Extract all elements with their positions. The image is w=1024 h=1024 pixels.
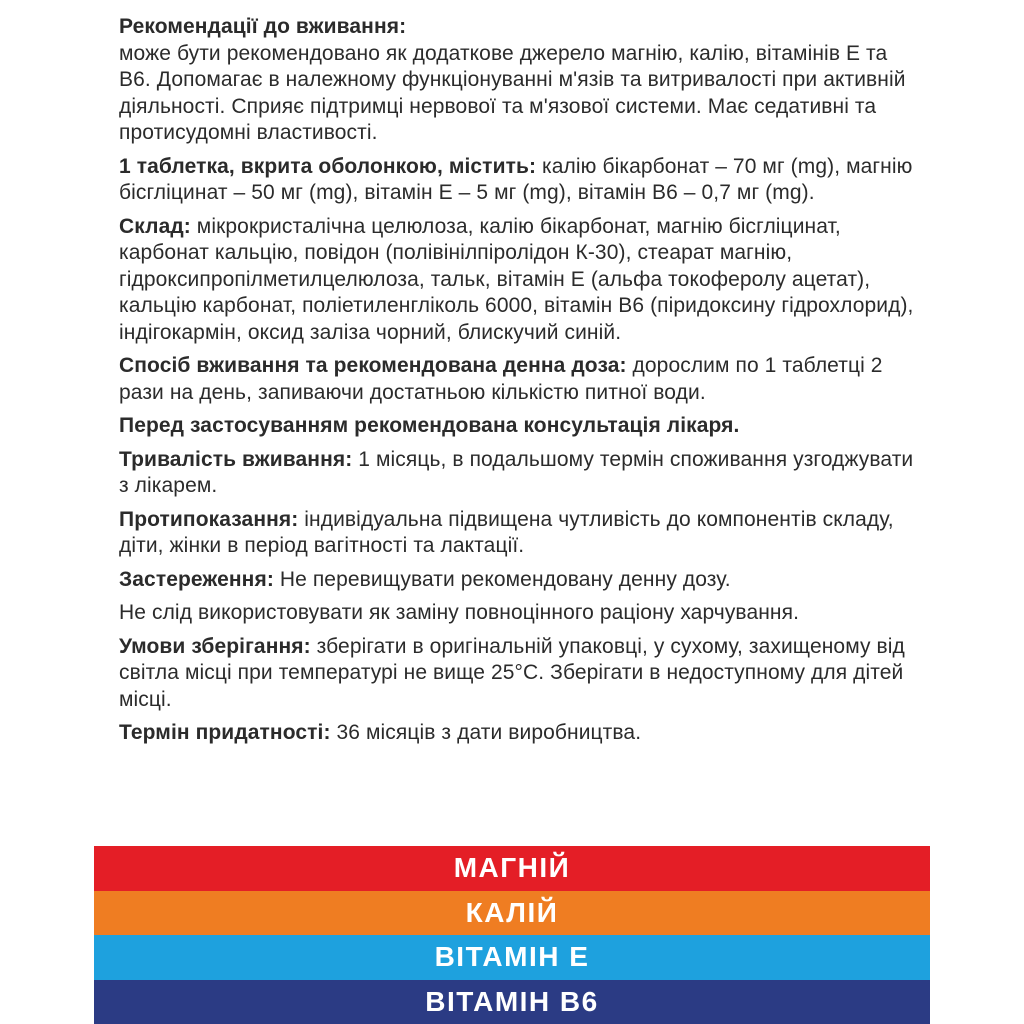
- instructions-text: [119, 14, 919, 754]
- band-label: ВІТАМІН Е: [434, 941, 590, 973]
- paragraph-text: калію бікарбонат – 70 мг (mg), магнію бісгліцинат – 50 мг (mg), вітамін Е – 5 мг (mg), вітамін В6 – 0,7 мг (mg).: [119, 154, 913, 204]
- paragraph-label: Тривалість вживання:: [119, 447, 353, 471]
- paragraph-text: індивідуальна підвищена чутливість до компонентів складу, діти, жінки в період вагітності та лактації.: [119, 507, 894, 557]
- paragraph-shelf-life: [119, 720, 919, 747]
- paragraph-text: Не перевищувати рекомендовану денну дозу.: [273, 567, 731, 591]
- paragraph-label: Склад:: [119, 214, 191, 238]
- paragraph-label: 1 таблетка, вкрита оболонкою, містить:: [119, 154, 537, 178]
- band-label: МАГНІЙ: [453, 852, 571, 884]
- paragraph-text: дорослим по 1 таблетці 2 рази на день, запиваючи достатньою кількістю питної води.: [119, 354, 883, 404]
- paragraph-label: Рекомендації до вживання:: [119, 15, 407, 38]
- paragraph-dosage: [119, 353, 919, 406]
- band-label: КАЛІЙ: [465, 896, 559, 928]
- paragraph-text: 1 місяць, в подальшому термін споживання узгоджувати з лікарем.: [119, 447, 914, 497]
- paragraph-warnings: [119, 567, 919, 594]
- paragraph-ingredients: [119, 214, 919, 347]
- band-vitamin-b6: [94, 980, 930, 1024]
- paragraph-not-substitute: [119, 600, 919, 627]
- ingredient-bands: [94, 846, 930, 1024]
- band-vitamin-e: [94, 935, 930, 980]
- paragraph-duration: [119, 447, 919, 500]
- paragraph-label: Перед застосуванням рекомендована консультація лікаря.: [119, 414, 740, 437]
- paragraph-label: Спосіб вживання та рекомендована денна доза:: [119, 354, 627, 377]
- paragraph-label: Умови зберігання:: [119, 634, 311, 658]
- paragraph-text: мікрокристалічна целюлоза, калію бікарбонат, магнію бісгліцинат, карбонат кальцію, повідон (полівінілпіролідон К-30), стеарат магнію, гідроксипропілметилцелюлоза, тальк, вітамін Е (альфа токоферолу ацетат), кальцію карбонат, поліетиленгліколь 6000, вітамін В6 (піридоксину гідрохлорид), індігокармін, оксид заліза чорний, блискучий синій.: [119, 214, 914, 344]
- paragraph-composition-per-tablet: [119, 154, 919, 207]
- paragraph-consultation: [119, 413, 919, 440]
- paragraph-label: Термін придатності:: [119, 721, 331, 744]
- paragraph-storage: [119, 634, 919, 714]
- band-magnesium: [94, 846, 930, 891]
- paragraph-text: зберігати в оригінальній упаковці, у сухому, захищеному від світла місці при температурі не вище 25°С. Зберігати в недоступному для дітей місці.: [119, 634, 905, 711]
- paragraph-label: Застереження:: [119, 567, 274, 591]
- paragraph-contraindications: [119, 507, 919, 560]
- paragraph-label: Протипоказання:: [119, 507, 299, 531]
- band-label: ВІТАМІН В6: [425, 985, 599, 1017]
- paragraph-text: може бути рекомендовано як додаткове джерело магнію, калію, вітамінів Е та В6. Допомагає в належному функціонуванні м'язів та витривалості при активній діяльності. Сприяє підтримці нервової та м'язової системи. Має седативні та протисудомні властивості.: [119, 41, 906, 144]
- paragraph-text: 36 місяців з дати виробництва.: [330, 721, 642, 744]
- paragraph-text: Не слід використовувати як заміну повноцінного раціону харчування.: [119, 601, 800, 624]
- band-potassium: [94, 891, 930, 936]
- paragraph-recommendations: [119, 14, 919, 147]
